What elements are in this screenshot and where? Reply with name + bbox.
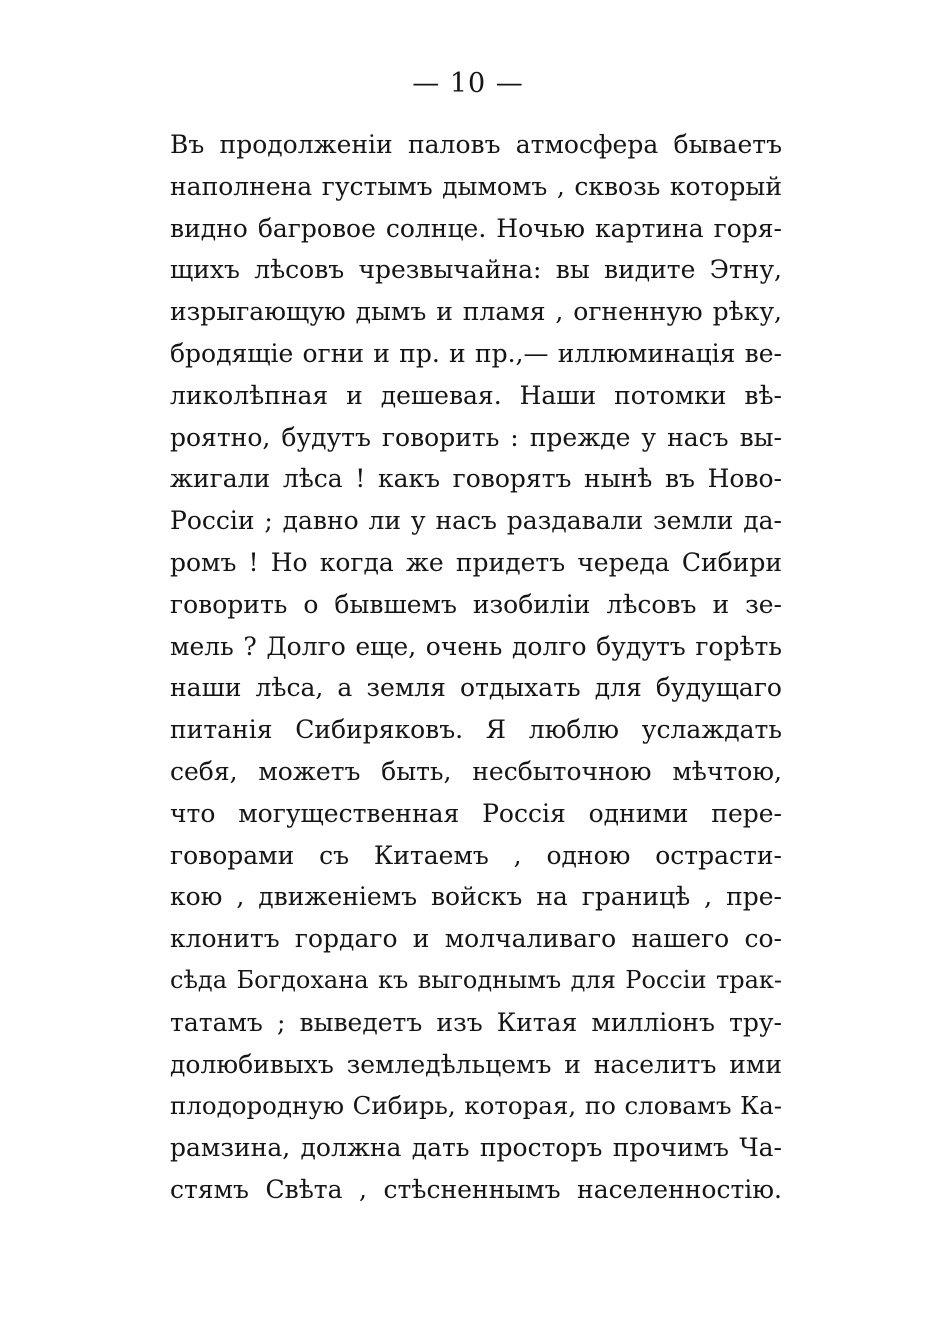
text-line: щихъ лѣсовъ чрезвычайна: вы видите Этну, <box>170 255 782 285</box>
text-line: Въ продолженіи паловъ атмосфера бываетъ <box>170 130 782 159</box>
text-line: видно багровое солнце. Ночью картина горя- <box>170 213 782 243</box>
text-line: татамъ ; выведетъ изъ Китая милліонъ тру- <box>170 1007 782 1037</box>
text-line: говорами съ Китаемъ , одною острасти- <box>170 840 782 870</box>
text-line: клонитъ гордаго и молчаливаго нашего со- <box>170 924 782 954</box>
text-line: наши лѣса, а земля отдыхать для будущаго <box>170 673 782 703</box>
text-line: рамзина, должна дать просторъ прочимъ Ча- <box>170 1133 782 1163</box>
text-line: ликолѣпная и дешевая. Наши потомки вѣ- <box>170 380 782 410</box>
text-line: мель ? Долго еще, очень долго будутъ горѣть <box>170 631 782 661</box>
text-line: кою , движеніемъ войскъ на границѣ , пре- <box>170 882 782 912</box>
text-line: роятно, будутъ говорить : прежде у насъ вы- <box>170 422 782 452</box>
text-line: говорить о бывшемъ изобиліи лѣсовъ и зе- <box>170 589 782 619</box>
text-line: бродящіе огни и пр. и пр.,— иллюминація ве- <box>170 338 782 368</box>
body-text <box>170 124 782 1211</box>
text-line: ромъ ! Но когда же придетъ череда Сибири <box>170 547 782 577</box>
text-line: себя, можетъ быть, несбыточною мѣчтою, <box>170 756 782 786</box>
text-line: жигали лѣса ! какъ говорятъ нынѣ въ Ново- <box>170 464 782 494</box>
text-line: Россіи ; давно ли у насъ раздавали земли да- <box>170 506 782 536</box>
page-number: — 10 — <box>412 68 524 99</box>
text-line: питанія Сибиряковъ. Я люблю услаждать <box>170 715 782 745</box>
text-line: долюбивыхъ земледѣльцемъ и населитъ ими <box>170 1049 782 1079</box>
text-line: стямъ Свѣта , стѣсненнымъ населенностію. <box>170 1174 782 1204</box>
text-line: сѣда Богдохана къ выгоднымъ для Россіи трак- <box>170 965 782 994</box>
text-line: что могущественная Россія одними пере- <box>170 798 782 828</box>
text-line: наполнена густымъ дымомъ , сквозь который <box>170 171 782 201</box>
text-line: плодородную Сибирь, которая, по словамъ Ка- <box>170 1091 782 1121</box>
text-line: изрыгающую дымъ и пламя , огненную рѣку, <box>170 297 782 327</box>
